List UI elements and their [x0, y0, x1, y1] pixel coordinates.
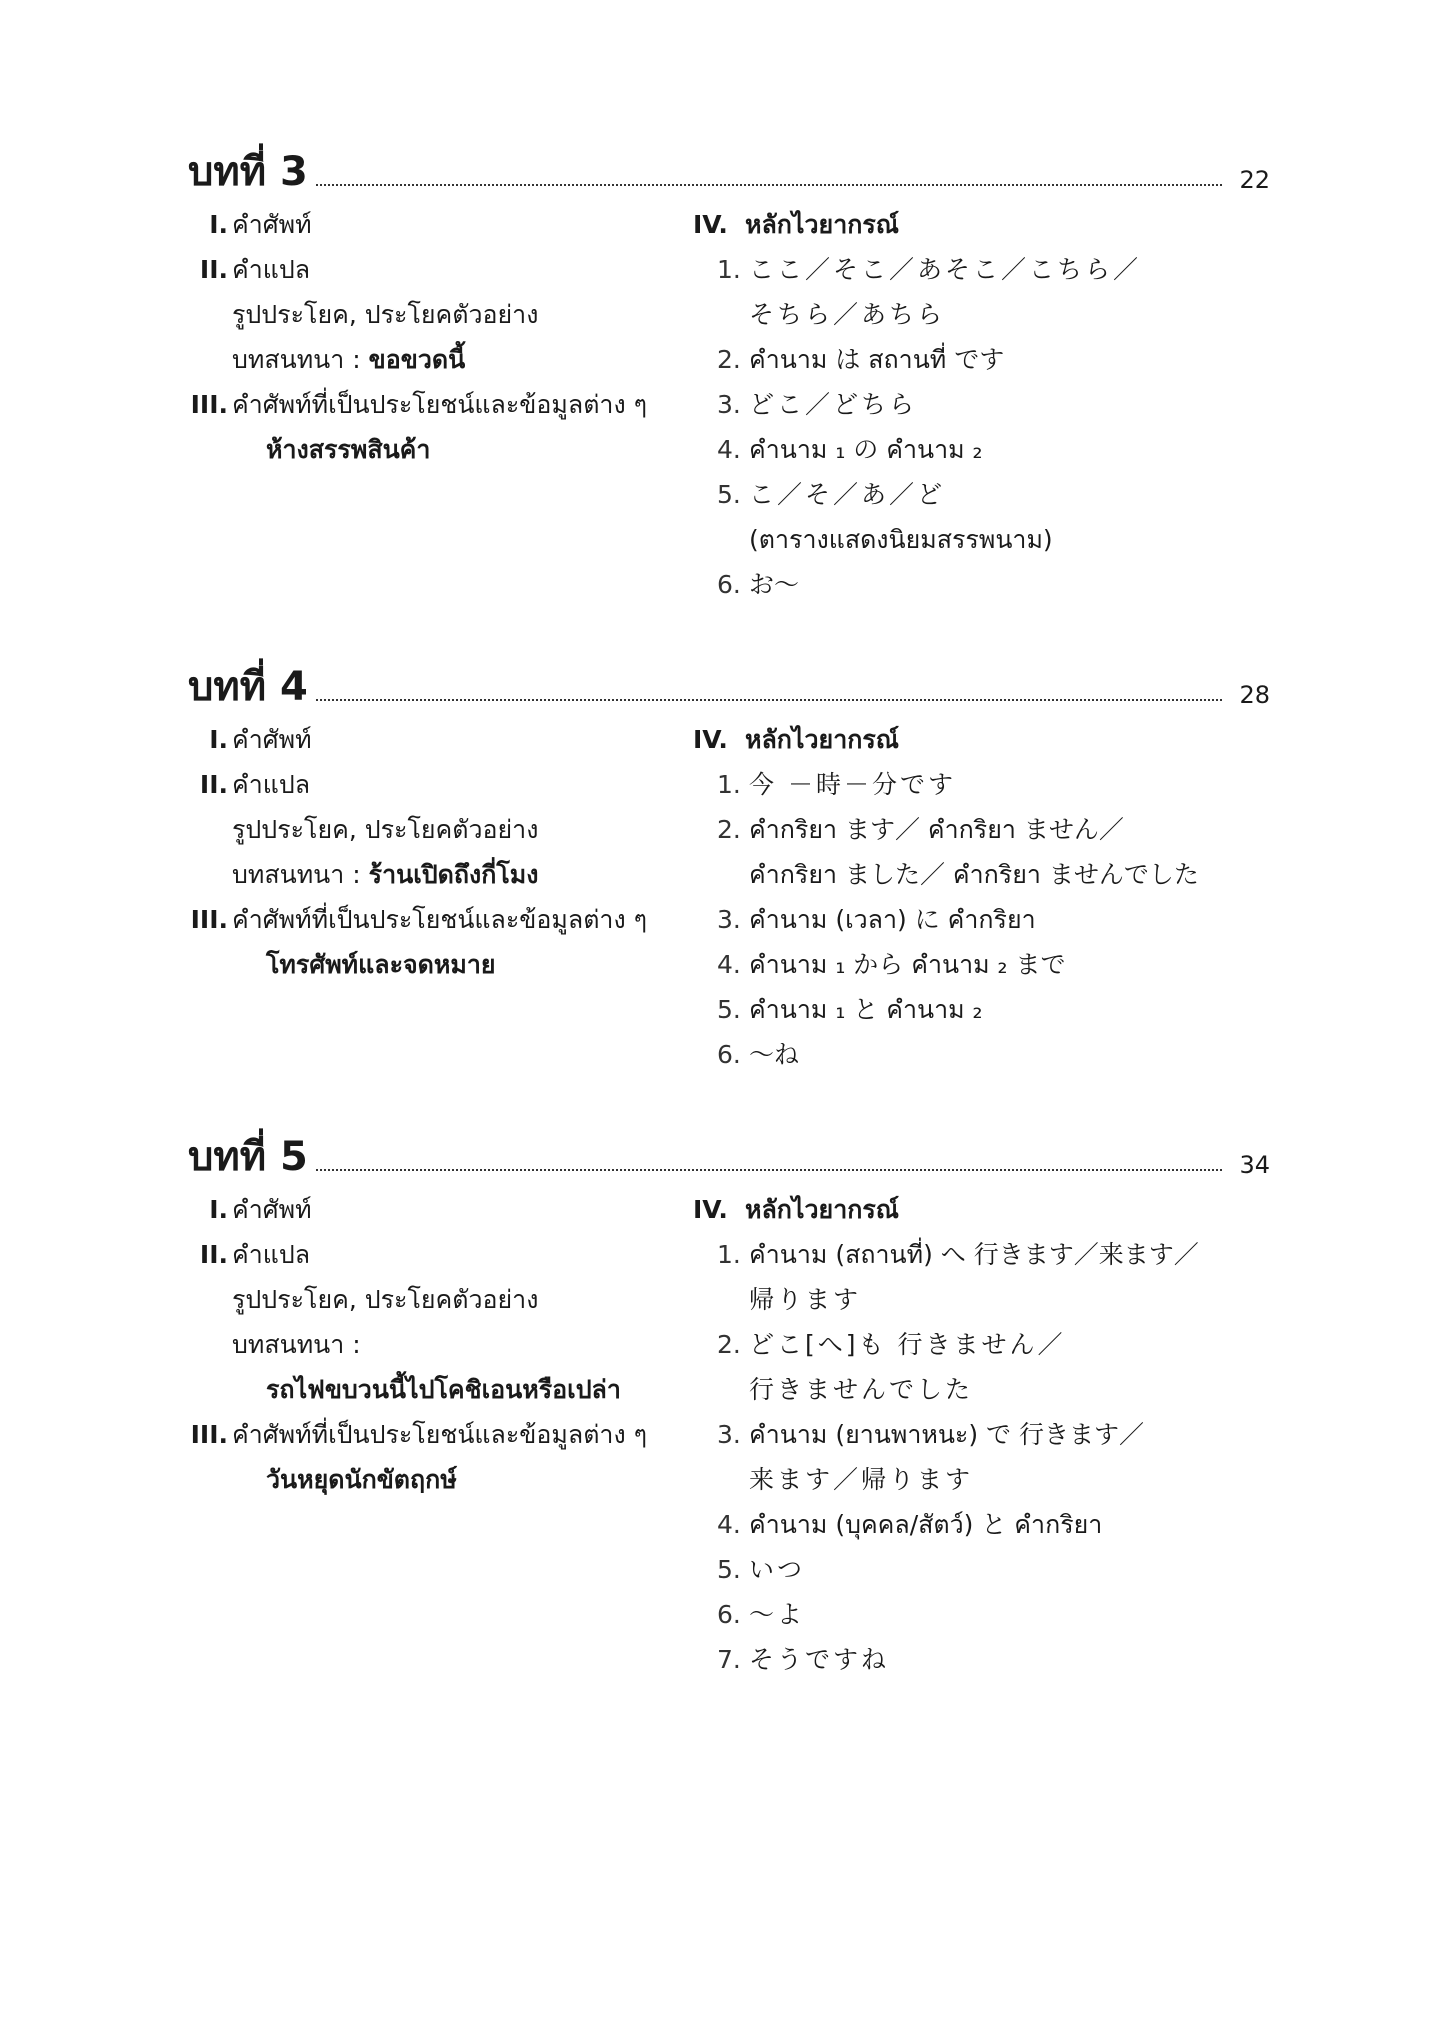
item-number: 5. — [717, 1555, 741, 1584]
grammar-item: こ／そ／あ／ど — [749, 480, 946, 509]
grammar-item: คำนาม ₁ の คำนาม ₂ — [749, 435, 983, 464]
section-number: III. — [190, 905, 228, 934]
grammar-item: お～ — [749, 570, 800, 599]
dot-leader — [316, 1169, 1222, 1171]
grammar-item: คำนาม (เวลา) に คำกริยา — [749, 905, 1036, 934]
section-useful-words: คำศัพท์ที่เป็นประโยชน์และข้อมูลต่าง ๆ — [232, 905, 648, 934]
section-grammar: หลักไวยากรณ์ — [745, 210, 899, 239]
grammar-item: คำนาม (บุคคล/สัตว์) と คำกริยา — [749, 1510, 1103, 1539]
lesson-outline — [188, 1187, 668, 1502]
item-number: 6. — [717, 1600, 741, 1629]
section-useful-words: คำศัพท์ที่เป็นประโยชน์และข้อมูลต่าง ๆ — [232, 1420, 648, 1449]
dialog-title: ขอขวดนี้ — [368, 345, 466, 374]
grammar-item: どこ／どちら — [749, 390, 918, 419]
grammar-item-continuation: คำกริยา ました／ คำกริยา ませんでした — [749, 860, 1199, 889]
grammar-item: คำนาม (สถานที่) へ 行きます／来ます／ — [749, 1240, 1199, 1269]
section-grammar: หลักไวยากรณ์ — [745, 725, 899, 754]
grammar-item: คำนาม は สถานที่ です — [749, 345, 1005, 374]
item-number: 6. — [717, 1040, 741, 1069]
section-useful-words: คำศัพท์ที่เป็นประโยชน์และข้อมูลต่าง ๆ — [232, 390, 648, 419]
grammar-item-continuation: 来ます／帰ります — [749, 1465, 974, 1494]
item-number: 5. — [717, 480, 741, 509]
dialog-title: รถไฟขบวนนี้ไปโคชิเอนหรือเปล่า — [266, 1375, 621, 1404]
section-number: II. — [199, 1240, 228, 1269]
grammar-item: そうですね — [749, 1645, 890, 1674]
subsection-sentence: รูปประโยค, ประโยคตัวอย่าง — [232, 815, 539, 844]
useful-words-topic: ห้างสรรพสินค้า — [266, 435, 431, 464]
section-number: III. — [190, 1420, 228, 1449]
grammar-item: คำกริยา ます／ คำกริยา ません／ — [749, 815, 1124, 844]
section-number: I. — [209, 1195, 228, 1224]
subsection-dialog — [232, 852, 538, 897]
grammar-item: ここ／そこ／あそこ／こちら／ — [749, 255, 1142, 284]
lesson-4 — [188, 655, 1270, 1069]
dialog-prefix: บทสนทนา : — [232, 860, 361, 889]
item-number: 7. — [717, 1645, 741, 1674]
grammar-list — [693, 202, 1253, 607]
item-number: 1. — [717, 1240, 741, 1269]
dot-leader — [316, 699, 1222, 701]
grammar-item: 今 －時－分です — [749, 770, 956, 799]
section-vocabulary: คำศัพท์ — [232, 725, 312, 754]
item-number: 4. — [717, 1510, 741, 1539]
grammar-item: ～ね — [749, 1040, 800, 1069]
item-number: 2. — [717, 1330, 741, 1359]
section-number: IV. — [693, 725, 728, 754]
grammar-item-continuation: 帰ります — [749, 1285, 862, 1314]
grammar-item: คำนาม ₁ と คำนาม ₂ — [749, 995, 983, 1024]
section-translation: คำแปล — [232, 1240, 311, 1269]
lesson-title: บทที่ 3 — [188, 149, 308, 195]
item-number: 4. — [717, 950, 741, 979]
grammar-item-continuation: 行きませんでした — [749, 1375, 974, 1404]
section-vocabulary: คำศัพท์ — [232, 210, 312, 239]
dialog-prefix: บทสนทนา : — [232, 345, 361, 374]
section-number: I. — [209, 725, 228, 754]
grammar-item-continuation: そちら／あちら — [749, 300, 946, 329]
lesson-5 — [188, 1125, 1270, 1674]
page-number: 34 — [1239, 1151, 1270, 1179]
lesson-3 — [188, 140, 1270, 599]
grammar-item: คำนาม (ยานพาหนะ) で 行きます／ — [749, 1420, 1145, 1449]
section-number: III. — [190, 390, 228, 419]
lesson-title: บทที่ 4 — [188, 664, 308, 710]
section-grammar: หลักไวยากรณ์ — [745, 1195, 899, 1224]
section-translation: คำแปล — [232, 770, 311, 799]
section-number: I. — [209, 210, 228, 239]
section-number: II. — [199, 255, 228, 284]
grammar-item: いつ — [749, 1555, 806, 1584]
section-number: IV. — [693, 1195, 728, 1224]
grammar-item: ～よ — [749, 1600, 806, 1629]
item-number: 3. — [717, 1420, 741, 1449]
lesson-heading — [188, 655, 1270, 711]
grammar-item: どこ[へ]も 行きません／ — [749, 1330, 1066, 1359]
section-number: IV. — [693, 210, 728, 239]
item-number: 3. — [717, 905, 741, 934]
item-number: 4. — [717, 435, 741, 464]
dialog-prefix: บทสนทนา : — [232, 1330, 361, 1359]
item-number: 6. — [717, 570, 741, 599]
item-number: 2. — [717, 345, 741, 374]
section-vocabulary: คำศัพท์ — [232, 1195, 312, 1224]
item-number: 5. — [717, 995, 741, 1024]
grammar-list — [693, 717, 1253, 1077]
lesson-heading — [188, 140, 1270, 196]
lesson-title: บทที่ 5 — [188, 1134, 308, 1180]
useful-words-topic: วันหยุดนักขัตฤกษ์ — [266, 1465, 457, 1494]
subsection-sentence: รูปประโยค, ประโยคตัวอย่าง — [232, 300, 539, 329]
grammar-item: คำนาม ₁ から คำนาม ₂ まで — [749, 950, 1066, 979]
lesson-outline — [188, 717, 668, 987]
lesson-heading — [188, 1125, 1270, 1181]
subsection-dialog — [232, 337, 465, 382]
subsection-sentence: รูปประโยค, ประโยคตัวอย่าง — [232, 1285, 539, 1314]
useful-words-topic: โทรศัพท์และจดหมาย — [266, 950, 496, 979]
section-translation: คำแปล — [232, 255, 311, 284]
section-number: II. — [199, 770, 228, 799]
item-number: 1. — [717, 770, 741, 799]
item-number: 3. — [717, 390, 741, 419]
page-number: 28 — [1239, 681, 1270, 709]
grammar-item-continuation: (ตารางแสดงนิยมสรรพนาม) — [749, 525, 1053, 554]
item-number: 1. — [717, 255, 741, 284]
lesson-outline — [188, 202, 668, 472]
grammar-list — [693, 1187, 1253, 1682]
item-number: 2. — [717, 815, 741, 844]
page-number: 22 — [1239, 166, 1270, 194]
dot-leader — [316, 184, 1222, 186]
dialog-title: ร้านเปิดถึงกี่โมง — [368, 860, 539, 889]
